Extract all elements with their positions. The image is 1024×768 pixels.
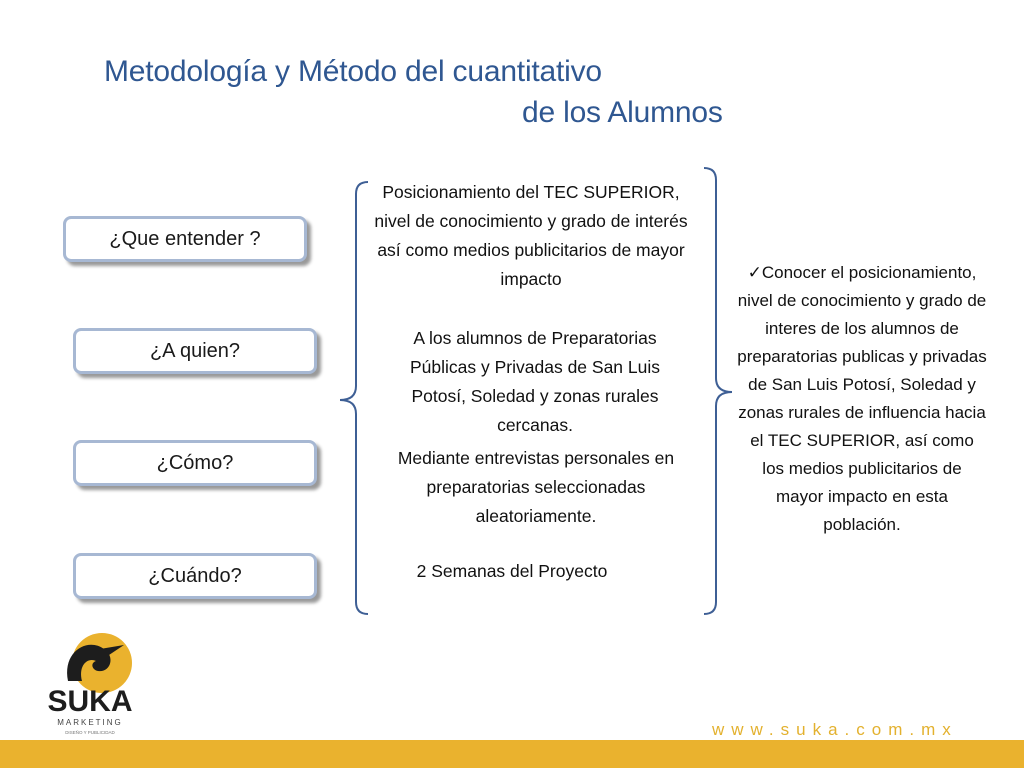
question-box-a-quien: ¿A quien?: [73, 328, 317, 374]
logo-wordmark: SUKA: [47, 685, 133, 718]
answer-cuando: 2 Semanas del Proyecto: [416, 561, 608, 581]
suka-logo: [40, 627, 140, 737]
slide-title-line1: Metodología y Método del cuantitativo: [104, 55, 602, 88]
logo-tagline: DISEÑO Y PUBLICIDAD: [65, 730, 115, 735]
question-box-que-entender: ¿Que entender ?: [63, 216, 307, 262]
result-text: ✓Conocer el posicionamiento, nivel de conocimiento y grado de interes de los alumnos de preparatorias publicas y privadas de San Luis Potosí, Soledad y zonas rurales de influencia hacia el TEC SUPERIOR, así como los medios publicitarios de mayor impacto en esta población.: [737, 263, 987, 534]
answer-que-entender: Posicionamiento del TEC SUPERIOR, nivel de conocimiento y grado de interés así como medios publicitarios de mayor impacto: [374, 182, 688, 289]
website-url: www.suka.com.mx: [712, 720, 958, 739]
question-box-como: ¿Cómo?: [73, 440, 317, 486]
slide-title-line2: de los Alumnos: [522, 96, 723, 129]
right-brace: [700, 166, 740, 616]
answer-a-quien: A los alumnos de Preparatorias Públicas y Privadas de San Luis Potosí, Soledad y zonas rurales cercanas.: [410, 328, 660, 435]
footer-bar: [0, 740, 1024, 768]
left-brace: [332, 178, 372, 618]
answer-como: Mediante entrevistas personales en preparatorias seleccionadas aleatoriamente.: [397, 448, 675, 526]
logo-subtitle: MARKETING: [57, 718, 123, 727]
question-box-cuando: ¿Cuándo?: [73, 553, 317, 599]
